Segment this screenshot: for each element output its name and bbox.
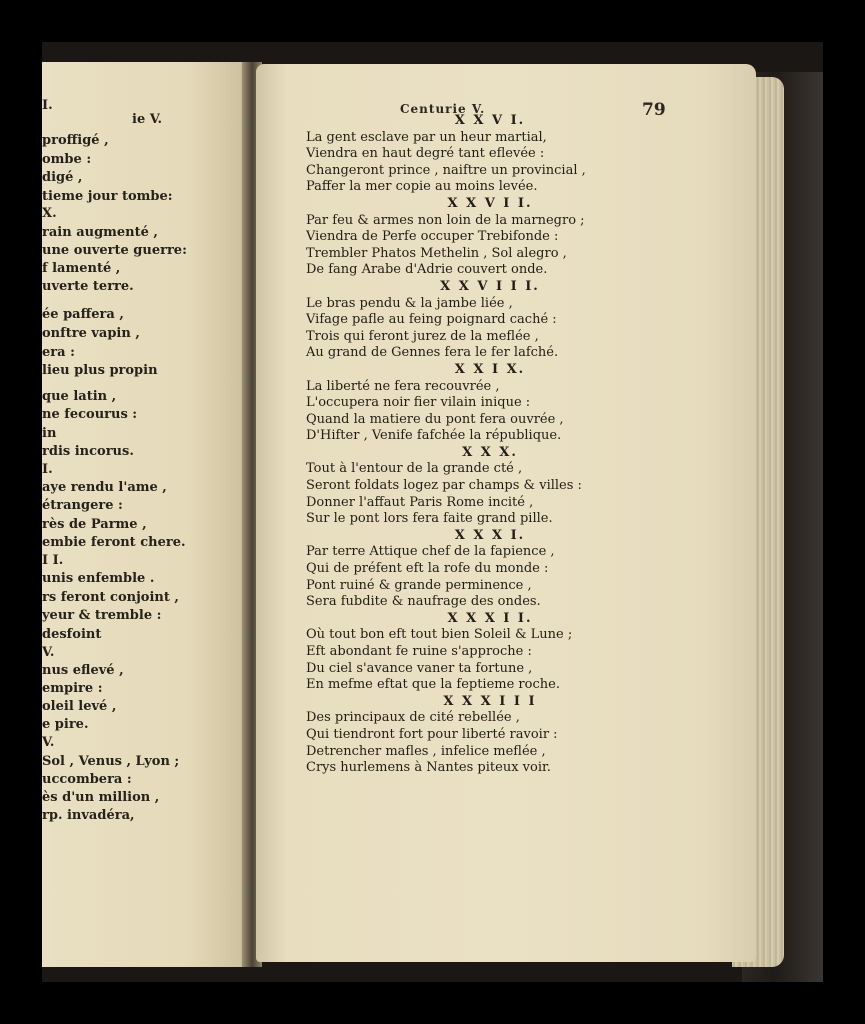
left-page-line: empire : [42,681,103,696]
left-page-line: aye rendu l'ame , [42,480,167,495]
left-page-line: uverte terre. [42,279,134,294]
quatrain-number: X X V I. [454,113,526,128]
verse-line: Sera fubdite & naufrage des ondes. [306,594,541,610]
verse-line: Eft abondant fe ruine s'approche : [306,644,532,659]
verse-line: Vifage pafle au feing poignard caché : [306,312,557,328]
left-page-line: digé , [42,170,83,185]
verse-line: Pont ruiné & grande perminence , [306,577,532,593]
verse-line: Le bras pendu & la jambe liée , [306,295,513,311]
left-page-line: oleil levé , [42,699,117,714]
verse-line: Par feu & armes non loin de la marnegro ; [306,212,585,228]
left-page-line: rs feront conjoint , [42,590,179,605]
left-page-line: onftre vapin , [42,326,140,341]
verse-line: Au grand de Gennes fera le fer lafché. [306,345,559,361]
left-page-line: rp. invadéra, [42,808,135,823]
verse-line: Qui tiendront fort pour liberté ravoir : [306,726,558,742]
running-head: Centurie V. [400,102,486,116]
quatrain-number: X X V I I. [447,195,533,211]
verse-line: Trembler Phatos Methelin , Sol alegro , [306,245,567,261]
verse-line: Trois qui feront jurez de la meflée , [306,328,539,344]
verse-line: Tout à l'entour de la grande cté , [306,461,523,477]
verse-line: La liberté ne fera recouvrée , [306,378,500,394]
left-page-line: rès de Parme , [42,517,147,532]
quatrain-number: X X V I I I. [440,278,540,294]
quatrain-number: X X I X. [454,361,526,377]
left-page-line: ne fecourus : [42,407,138,422]
left-page-line: ée paffera , [42,307,124,322]
quatrain-number: X X X I I I [443,693,537,709]
verse-line: La gent esclave par un heur martial, [306,129,547,145]
left-page-line: que latin , [42,389,117,404]
left-page-line: V. [42,645,55,660]
verse-line: Du ciel s'avance vaner ta fortune , [306,660,533,676]
left-page-line: f lamenté , [42,261,121,276]
left-page-line: yeur & tremble : [42,608,162,623]
left-page-line: proffigé , [42,133,109,148]
quatrain-number: X X X. [462,444,518,460]
verse-line: Crys hurlemens à Nantes piteux voir. [306,760,551,776]
page-number: 79 [642,100,666,120]
verse-line: Viendra en haut degré tant eflevée : [306,146,545,162]
left-page-line: I. [42,462,53,477]
verse-line: L'occupera noir fier vilain inique : [306,395,531,411]
verse-line: Qui de préfent eft la rofe du monde : [306,561,549,577]
left-page-line: rdis incorus. [42,444,134,459]
verse-line: De fang Arabe d'Adrie couvert onde. [306,262,548,278]
quatrain-number: X X X I I. [447,610,533,626]
left-page-line: I I. [42,553,64,568]
left-page-line: tieme jour tombe: [42,189,173,204]
left-page-line: rain augmenté , [42,225,158,240]
verse-line: En mefme eftat que la feptieme roche. [306,677,560,693]
left-page-line: in [42,426,57,441]
left-page-line: desfoint [42,627,102,642]
left-page-text [42,62,242,942]
left-page [42,62,250,967]
left-page-line: Sol , Venus , Lyon ; [42,754,180,769]
verse-line: Quand la matiere du pont fera ouvrée , [306,411,564,427]
verse-line: Où tout bon eft tout bien Soleil & Lune ; [306,627,573,643]
verse-line: Des principaux de cité rebellée , [306,710,520,726]
left-page-line: e pire. [42,717,89,732]
quatrain-number: X X X I. [454,527,526,543]
left-page-line: ie V. [132,112,163,127]
left-page-line: X. [42,206,57,221]
left-page-line: ès d'un million , [42,790,160,805]
left-page-line: embie feront chere. [42,535,186,550]
left-page-line: une ouverte guerre: [42,243,187,258]
left-page-line: era : [42,345,75,360]
verse-line: Detrencher mafles , infelice meflée , [306,743,546,759]
verse-line: D'Hifter , Venife fafchée la république. [306,428,562,444]
left-page-line: étrangere : [42,498,123,513]
verse-line: Changeront prince , naiftre un provincial , [306,162,586,178]
verse-line: Par terre Attique chef de la fapience , [306,544,555,560]
verse-line: Viendra de Perfe occuper Trebifonde : [306,229,559,245]
verse-line: Sur le pont lors fera faite grand pille. [306,511,553,527]
left-page-line: ombe : [42,152,92,167]
verse-line: Paffer la mer copie au moins levée. [306,179,538,195]
left-page-line: lieu plus propin [42,363,158,378]
left-page-line: nus eflevé , [42,663,124,678]
left-page-line: V. [42,735,55,750]
verse-line: Donner l'affaut Paris Rome incité , [306,494,534,510]
quatrain-list [306,113,646,777]
left-page-line: I. [42,98,53,113]
left-page-line: unis enfemble . [42,571,155,586]
left-page-line: uccombera : [42,772,132,787]
verse-line: Seront foldats logez par champs & villes : [306,478,582,494]
